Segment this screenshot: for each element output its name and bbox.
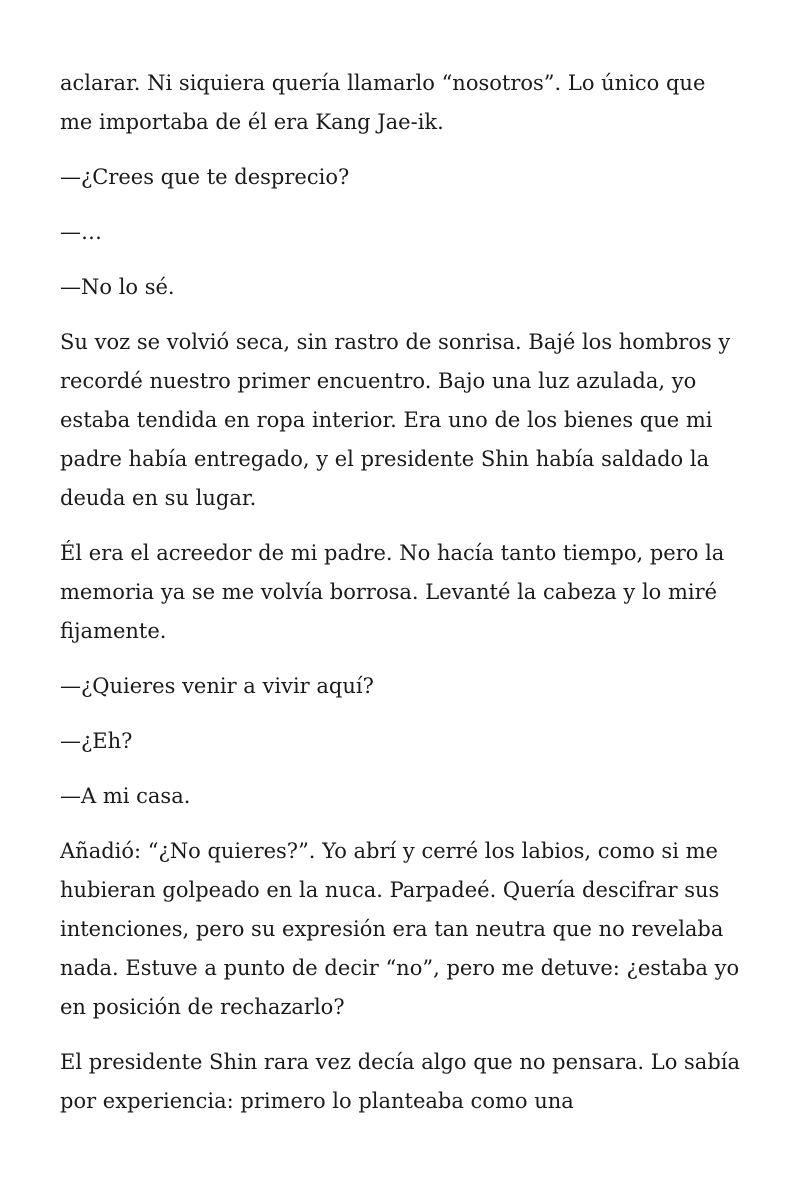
- paragraph-1: aclarar. Ni siquiera quería llamarlo “nosotros”. Lo único que me importaba de él era Kang Jae-ik.: [60, 71, 706, 134]
- paragraph-8: —¿Eh?: [60, 729, 133, 753]
- paragraph-10: Añadió: “¿No quieres?”. Yo abrí y cerré los labios, como si me hubieran golpeado en la nuca. Parpadeé. Quería descifrar sus intenciones, pero su expresión era tan neutra que no revelaba nada. Estuve a punto de decir “no”, pero me detuve: ¿estaba yo en posición de rechazarlo?: [60, 839, 740, 1019]
- paragraph-5: Su voz se volvió seca, sin rastro de sonrisa. Bajé los hombros y recordé nuestro primer encuentro. Bajo una luz azulada, yo estaba tendida en ropa interior. Era uno de los bienes que mi padre había entregado, y el presidente Shin había saldado la deuda en su lugar.: [60, 330, 731, 510]
- paragraph-3: —…: [60, 220, 102, 244]
- paragraph-7: —¿Quieres venir a vivir aquí?: [60, 674, 374, 698]
- paragraph-4: —No lo sé.: [60, 275, 175, 299]
- paragraph-2: —¿Crees que te desprecio?: [60, 165, 350, 189]
- paragraph-11: El presidente Shin rara vez decía algo que no pensara. Lo sabía por experiencia: primero lo planteaba como una: [60, 1050, 741, 1113]
- paragraph-9: —A mi casa.: [60, 784, 191, 808]
- paragraph-6: Él era el acreedor de mi padre. No hacía tanto tiempo, pero la memoria ya se me volvía borrosa. Levanté la cabeza y lo miré fijamente.: [60, 541, 725, 643]
